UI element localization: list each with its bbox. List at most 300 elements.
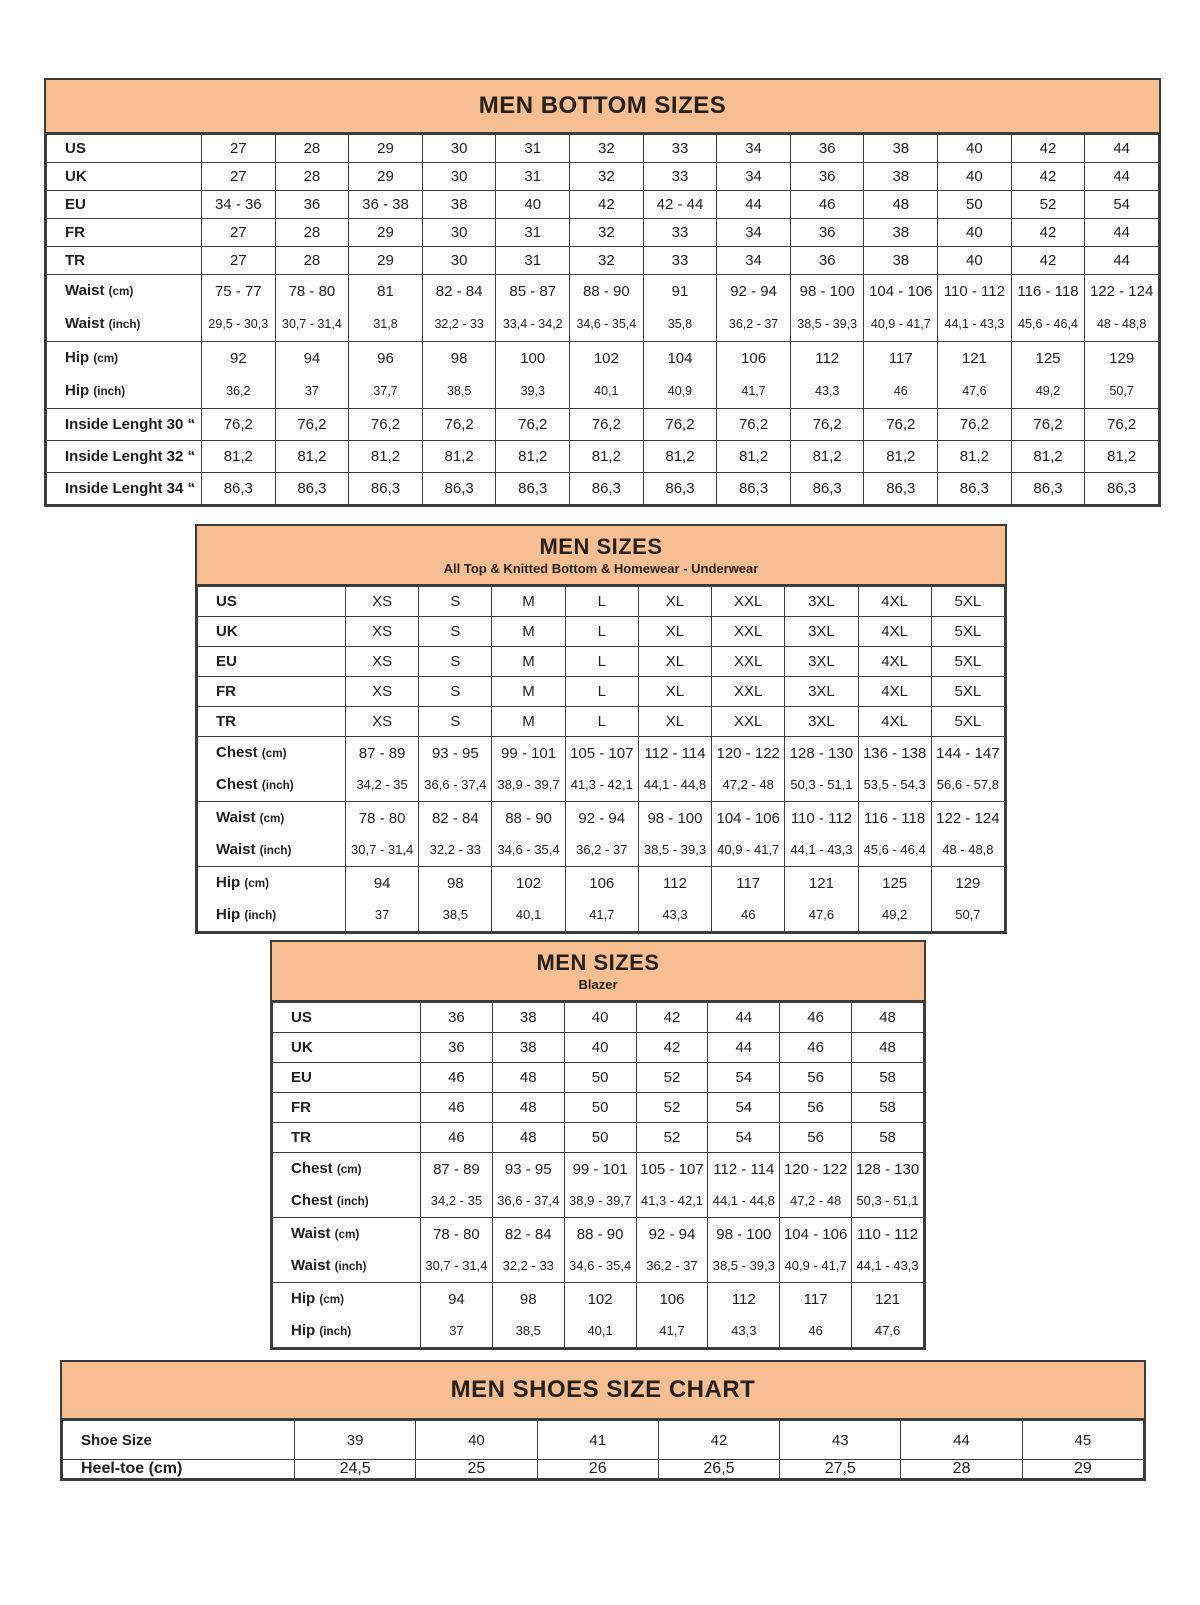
table-cell: 121 47,6 xyxy=(938,342,1012,409)
table-cell: 112 43,3 xyxy=(790,342,864,409)
table-cell: 27 xyxy=(202,135,276,163)
row-label: Hip (cm) Hip (inch) xyxy=(47,342,202,409)
table-cell: 3XL xyxy=(785,677,858,707)
table-cell: 76,2 xyxy=(938,409,1012,441)
table-cell: XS xyxy=(346,647,419,677)
table-cell: 50 xyxy=(564,1093,636,1123)
table-cell: 112 43,3 xyxy=(638,867,711,932)
table-cell: 44 xyxy=(708,1033,780,1063)
table-cell: 99 - 101 38,9 - 39,7 xyxy=(564,1153,636,1218)
table-cell: 81,2 xyxy=(275,441,349,473)
table-cell: M xyxy=(492,647,565,677)
table-cell: 27 xyxy=(202,219,276,247)
table-cell: 38 xyxy=(864,135,938,163)
table-cell: 116 - 118 45,6 - 46,4 xyxy=(1011,275,1085,342)
table-cell: 54 xyxy=(708,1123,780,1153)
table-cell: 44 xyxy=(901,1421,1022,1460)
table-row xyxy=(198,867,1005,932)
table-cell: 92 - 94 36,2 - 37 xyxy=(636,1218,708,1283)
table-cell: 106 41,7 xyxy=(565,867,638,932)
table-cell: 78 - 80 30,7 - 31,4 xyxy=(421,1218,493,1283)
table-cell: 104 - 106 40,9 - 41,7 xyxy=(712,802,785,867)
table-cell: 45 xyxy=(1022,1421,1143,1460)
table-cell: 76,2 xyxy=(496,409,570,441)
table-cell: 86,3 xyxy=(717,473,791,505)
table-cell: 36 xyxy=(790,163,864,191)
table-cell: 38 xyxy=(422,191,496,219)
table-row xyxy=(47,191,1159,219)
table-cell: 46 xyxy=(780,1033,852,1063)
table-cell: 52 xyxy=(636,1063,708,1093)
table-row xyxy=(273,1093,924,1123)
table-cell: 28 xyxy=(275,247,349,275)
table-cell: S xyxy=(419,677,492,707)
table-cell: 29 xyxy=(349,135,423,163)
table-cell: 102 40,1 xyxy=(564,1283,636,1348)
size-grid xyxy=(197,586,1005,932)
row-label: Inside Lenght 30 “ xyxy=(47,409,202,441)
table-cell: 42 xyxy=(570,191,644,219)
table-cell: 30 xyxy=(422,247,496,275)
table-row xyxy=(63,1421,1144,1460)
table-cell: 104 - 106 40,9 - 41,7 xyxy=(864,275,938,342)
table-cell: 30 xyxy=(422,135,496,163)
table-cell: 31 xyxy=(496,135,570,163)
table-cell: 5XL xyxy=(931,677,1004,707)
table-cell: 92 36,2 xyxy=(202,342,276,409)
table-cell: 30 xyxy=(422,163,496,191)
table-cell: 48 xyxy=(492,1063,564,1093)
table-cell: 38 xyxy=(864,247,938,275)
table-row xyxy=(273,1003,924,1033)
table-cell: 106 41,7 xyxy=(636,1283,708,1348)
table-cell: 36 xyxy=(421,1003,493,1033)
row-label: UK xyxy=(273,1033,421,1063)
table-cell: 99 - 101 38,9 - 39,7 xyxy=(492,737,565,802)
table-cell: 36 xyxy=(421,1033,493,1063)
table-row xyxy=(47,441,1159,473)
men-sizes-tops-table xyxy=(195,524,1007,934)
table-cell: 136 - 138 53,5 - 54,3 xyxy=(858,737,931,802)
row-label: UK xyxy=(198,617,346,647)
table-cell: 82 - 84 32,2 - 33 xyxy=(422,275,496,342)
table-cell: 39 xyxy=(295,1421,416,1460)
table-cell: 32 xyxy=(570,247,644,275)
table-cell: XS xyxy=(346,707,419,737)
table-cell: 125 49,2 xyxy=(1011,342,1085,409)
row-label: TR xyxy=(198,707,346,737)
table-cell: 4XL xyxy=(858,707,931,737)
row-label: Shoe Size xyxy=(63,1421,295,1460)
table-cell: 96 37,7 xyxy=(349,342,423,409)
table-cell: 44 xyxy=(1085,135,1159,163)
table-cell: 98 - 100 38,5 - 39,3 xyxy=(638,802,711,867)
table-cell: 48 xyxy=(492,1093,564,1123)
table-cell: 75 - 77 29,5 - 30,3 xyxy=(202,275,276,342)
table-cell: 98 38,5 xyxy=(422,342,496,409)
row-label: EU xyxy=(273,1063,421,1093)
table-cell: L xyxy=(565,617,638,647)
table-cell: 52 xyxy=(636,1093,708,1123)
table-cell: L xyxy=(565,707,638,737)
row-label: FR xyxy=(273,1093,421,1123)
table-cell: S xyxy=(419,707,492,737)
table-cell: 34 xyxy=(717,247,791,275)
table-cell: 88 - 90 34,6 - 35,4 xyxy=(570,275,644,342)
size-grid xyxy=(272,1002,924,1348)
table-row xyxy=(198,617,1005,647)
table-cell: 36 xyxy=(790,219,864,247)
table-cell: 36 xyxy=(790,135,864,163)
table-cell: XL xyxy=(638,677,711,707)
row-label: Chest (cm) Chest (inch) xyxy=(273,1153,421,1218)
table-cell: 28 xyxy=(275,219,349,247)
row-label: TR xyxy=(273,1123,421,1153)
table-cell: XL xyxy=(638,647,711,677)
table-cell: 46 xyxy=(421,1123,493,1153)
table-cell: 129 50,7 xyxy=(1085,342,1159,409)
table-cell: L xyxy=(565,677,638,707)
table-row xyxy=(273,1063,924,1093)
table-cell: 4XL xyxy=(858,677,931,707)
table-row xyxy=(273,1218,924,1283)
table-cell: 28 xyxy=(275,135,349,163)
table-cell: XL xyxy=(638,707,711,737)
table-cell: 44 xyxy=(717,191,791,219)
table-cell: 31 xyxy=(496,163,570,191)
table-cell: 76,2 xyxy=(1085,409,1159,441)
table-cell: 86,3 xyxy=(938,473,1012,505)
table-cell: 76,2 xyxy=(717,409,791,441)
table-cell: 42 xyxy=(1011,247,1085,275)
table-cell: XXL xyxy=(712,647,785,677)
table-cell: 91 35,8 xyxy=(643,275,717,342)
table-cell: 117 46 xyxy=(864,342,938,409)
men-bottom-sizes-table xyxy=(44,78,1161,507)
table-cell: 120 - 122 47,2 - 48 xyxy=(780,1153,852,1218)
table-cell: 86,3 xyxy=(422,473,496,505)
table-cell: 26,5 xyxy=(658,1460,779,1479)
table-cell: 82 - 84 32,2 - 33 xyxy=(492,1218,564,1283)
table-cell: 3XL xyxy=(785,587,858,617)
table-cell: 93 - 95 36,6 - 37,4 xyxy=(492,1153,564,1218)
table-cell: 29 xyxy=(349,163,423,191)
table-header-band xyxy=(197,526,1005,586)
table-cell: 4XL xyxy=(858,587,931,617)
table-cell: 25 xyxy=(416,1460,537,1479)
table-cell: XXL xyxy=(712,617,785,647)
table-cell: 87 - 89 34,2 - 35 xyxy=(421,1153,493,1218)
table-cell: 81,2 xyxy=(1011,441,1085,473)
table-cell: 81,2 xyxy=(202,441,276,473)
table-cell: 48 xyxy=(492,1123,564,1153)
table-cell: 86,3 xyxy=(1011,473,1085,505)
table-cell: 58 xyxy=(852,1063,924,1093)
table-cell: M xyxy=(492,707,565,737)
row-label: FR xyxy=(47,219,202,247)
table-cell: 105 - 107 41,3 - 42,1 xyxy=(565,737,638,802)
table-cell: 5XL xyxy=(931,587,1004,617)
table-cell: 40 xyxy=(938,163,1012,191)
row-label: Inside Lenght 32 “ xyxy=(47,441,202,473)
table-row xyxy=(47,409,1159,441)
table-cell: S xyxy=(419,647,492,677)
table-cell: 3XL xyxy=(785,707,858,737)
row-label: Inside Lenght 34 “ xyxy=(47,473,202,505)
table-cell: 33 xyxy=(643,247,717,275)
table-cell: 110 - 112 44,1 - 43,3 xyxy=(852,1218,924,1283)
table-cell: 40 xyxy=(564,1033,636,1063)
table-cell: 86,3 xyxy=(496,473,570,505)
table-cell: 94 37 xyxy=(346,867,419,932)
table-cell: 117 46 xyxy=(780,1283,852,1348)
table-cell: 86,3 xyxy=(1085,473,1159,505)
table-cell: 40 xyxy=(416,1421,537,1460)
table-cell: 76,2 xyxy=(349,409,423,441)
table-cell: 125 49,2 xyxy=(858,867,931,932)
table-cell: 92 - 94 36,2 - 37 xyxy=(565,802,638,867)
table-title: MEN BOTTOM SIZES xyxy=(478,92,727,119)
table-cell: 81,2 xyxy=(570,441,644,473)
table-cell: 76,2 xyxy=(202,409,276,441)
table-cell: 76,2 xyxy=(275,409,349,441)
table-cell: M xyxy=(492,677,565,707)
table-cell: 54 xyxy=(708,1063,780,1093)
table-cell: 33 xyxy=(643,163,717,191)
table-cell: 44 xyxy=(1085,247,1159,275)
row-label: Heel-toe (cm) xyxy=(63,1460,295,1479)
row-label: US xyxy=(198,587,346,617)
table-cell: XL xyxy=(638,617,711,647)
table-cell: 94 37 xyxy=(275,342,349,409)
row-label: Waist (cm) Waist (inch) xyxy=(47,275,202,342)
table-cell: 76,2 xyxy=(570,409,644,441)
table-cell: 38 xyxy=(864,219,938,247)
table-row xyxy=(47,247,1159,275)
row-label: EU xyxy=(47,191,202,219)
table-cell: 4XL xyxy=(858,647,931,677)
table-cell: 48 xyxy=(864,191,938,219)
table-cell: 122 - 124 48 - 48,8 xyxy=(1085,275,1159,342)
table-cell: 128 - 130 50,3 - 51,1 xyxy=(785,737,858,802)
table-row xyxy=(47,135,1159,163)
table-cell: 42 xyxy=(1011,163,1085,191)
table-cell: 112 - 114 44,1 - 44,8 xyxy=(638,737,711,802)
table-cell: 81,2 xyxy=(1085,441,1159,473)
row-label: US xyxy=(273,1003,421,1033)
table-cell: 121 47,6 xyxy=(852,1283,924,1348)
table-cell: 81,2 xyxy=(864,441,938,473)
table-cell: 81,2 xyxy=(496,441,570,473)
table-cell: 94 37 xyxy=(421,1283,493,1348)
table-cell: 4XL xyxy=(858,617,931,647)
table-cell: 54 xyxy=(708,1093,780,1123)
table-cell: 36 xyxy=(790,247,864,275)
table-cell: 98 - 100 38,5 - 39,3 xyxy=(790,275,864,342)
table-cell: 105 - 107 41,3 - 42,1 xyxy=(636,1153,708,1218)
table-cell: 129 50,7 xyxy=(931,867,1004,932)
table-cell: 32 xyxy=(570,135,644,163)
table-cell: XXL xyxy=(712,677,785,707)
table-cell: 100 39,3 xyxy=(496,342,570,409)
table-row xyxy=(273,1283,924,1348)
table-header-band xyxy=(272,942,924,1002)
table-row xyxy=(198,737,1005,802)
table-cell: 112 - 114 44,1 - 44,8 xyxy=(708,1153,780,1218)
table-cell: 29 xyxy=(1022,1460,1143,1479)
table-cell: 26 xyxy=(537,1460,658,1479)
table-cell: 32 xyxy=(570,219,644,247)
table-cell: 76,2 xyxy=(1011,409,1085,441)
table-cell: 56 xyxy=(780,1063,852,1093)
table-cell: 87 - 89 34,2 - 35 xyxy=(346,737,419,802)
table-row xyxy=(273,1123,924,1153)
table-cell: 42 xyxy=(636,1033,708,1063)
table-cell: 56 xyxy=(780,1123,852,1153)
table-cell: 40 xyxy=(938,219,1012,247)
table-cell: XL xyxy=(638,587,711,617)
table-cell: 56 xyxy=(780,1093,852,1123)
table-row xyxy=(63,1460,1144,1479)
table-cell: 116 - 118 45,6 - 46,4 xyxy=(858,802,931,867)
table-cell: 32 xyxy=(570,163,644,191)
table-cell: 34 - 36 xyxy=(202,191,276,219)
size-grid xyxy=(46,134,1159,505)
table-cell: 24,5 xyxy=(295,1460,416,1479)
table-cell: 122 - 124 48 - 48,8 xyxy=(931,802,1004,867)
table-cell: 52 xyxy=(1011,191,1085,219)
row-label: UK xyxy=(47,163,202,191)
table-cell: 46 xyxy=(421,1063,493,1093)
table-cell: 81,2 xyxy=(422,441,496,473)
table-cell: 106 41,7 xyxy=(717,342,791,409)
table-cell: 117 46 xyxy=(712,867,785,932)
table-row xyxy=(198,707,1005,737)
table-cell: 86,3 xyxy=(275,473,349,505)
table-cell: 42 xyxy=(1011,135,1085,163)
table-cell: 52 xyxy=(636,1123,708,1153)
table-cell: 54 xyxy=(1085,191,1159,219)
table-cell: 44 xyxy=(708,1003,780,1033)
table-row xyxy=(47,342,1159,409)
men-sizes-blazer-table xyxy=(270,940,926,1350)
table-cell: 102 40,1 xyxy=(570,342,644,409)
table-cell: M xyxy=(492,617,565,647)
table-cell: 5XL xyxy=(931,617,1004,647)
table-subtitle: Blazer xyxy=(578,977,618,992)
table-cell: 46 xyxy=(780,1003,852,1033)
table-cell: 40 xyxy=(938,135,1012,163)
table-row xyxy=(198,677,1005,707)
table-cell: M xyxy=(492,587,565,617)
row-label: TR xyxy=(47,247,202,275)
table-header-band xyxy=(62,1362,1144,1420)
table-cell: 81,2 xyxy=(938,441,1012,473)
table-row xyxy=(273,1153,924,1218)
table-cell: 31 xyxy=(496,247,570,275)
table-cell: 44 xyxy=(1085,163,1159,191)
table-title: MEN SIZES xyxy=(539,534,663,559)
table-cell: 28 xyxy=(901,1460,1022,1479)
table-cell: 3XL xyxy=(785,617,858,647)
row-label: EU xyxy=(198,647,346,677)
table-cell: 27,5 xyxy=(780,1460,901,1479)
table-cell: 46 xyxy=(790,191,864,219)
table-cell: 104 - 106 40,9 - 41,7 xyxy=(780,1218,852,1283)
table-cell: 81,2 xyxy=(717,441,791,473)
row-label: Hip (cm) Hip (inch) xyxy=(198,867,346,932)
table-cell: 50 xyxy=(938,191,1012,219)
table-cell: 38 xyxy=(492,1003,564,1033)
table-cell: 50 xyxy=(564,1123,636,1153)
table-cell: 30 xyxy=(422,219,496,247)
table-cell: 93 - 95 36,6 - 37,4 xyxy=(419,737,492,802)
table-cell: 86,3 xyxy=(202,473,276,505)
table-cell: 46 xyxy=(421,1093,493,1123)
table-cell: 81,2 xyxy=(349,441,423,473)
row-label: US xyxy=(47,135,202,163)
table-cell: 112 43,3 xyxy=(708,1283,780,1348)
table-cell: 58 xyxy=(852,1093,924,1123)
table-row xyxy=(198,647,1005,677)
table-cell: 78 - 80 30,7 - 31,4 xyxy=(275,275,349,342)
table-cell: 98 - 100 38,5 - 39,3 xyxy=(708,1218,780,1283)
table-cell: 29 xyxy=(349,247,423,275)
table-cell: 5XL xyxy=(931,707,1004,737)
row-label: Waist (cm) Waist (inch) xyxy=(198,802,346,867)
table-cell: 34 xyxy=(717,163,791,191)
table-cell: 82 - 84 32,2 - 33 xyxy=(419,802,492,867)
table-cell: 33 xyxy=(643,219,717,247)
table-cell: XS xyxy=(346,677,419,707)
table-cell: 34 xyxy=(717,219,791,247)
table-cell: 86,3 xyxy=(790,473,864,505)
table-cell: 121 47,6 xyxy=(785,867,858,932)
table-cell: XXL xyxy=(712,707,785,737)
table-title: MEN SHOES SIZE CHART xyxy=(450,1376,756,1403)
table-cell: 88 - 90 34,6 - 35,4 xyxy=(564,1218,636,1283)
table-cell: 33 xyxy=(643,135,717,163)
table-row xyxy=(273,1033,924,1063)
table-cell: 76,2 xyxy=(864,409,938,441)
table-cell: 81,2 xyxy=(790,441,864,473)
table-cell: 42 - 44 xyxy=(643,191,717,219)
table-cell: 43 xyxy=(780,1421,901,1460)
row-label: Waist (cm) Waist (inch) xyxy=(273,1218,421,1283)
table-cell: 104 40,9 xyxy=(643,342,717,409)
table-cell: 5XL xyxy=(931,647,1004,677)
table-cell: 31 xyxy=(496,219,570,247)
table-cell: 48 xyxy=(852,1033,924,1063)
row-label: Hip (cm) Hip (inch) xyxy=(273,1283,421,1348)
table-cell: 40 xyxy=(496,191,570,219)
table-cell: S xyxy=(419,617,492,647)
table-cell: 48 xyxy=(852,1003,924,1033)
table-cell: 98 38,5 xyxy=(419,867,492,932)
table-cell: 44 xyxy=(1085,219,1159,247)
table-cell: 50 xyxy=(564,1063,636,1093)
table-title: MEN SIZES xyxy=(536,950,660,975)
table-cell: 120 - 122 47,2 - 48 xyxy=(712,737,785,802)
table-cell: 110 - 112 44,1 - 43,3 xyxy=(938,275,1012,342)
table-cell: 86,3 xyxy=(570,473,644,505)
table-cell: 27 xyxy=(202,247,276,275)
table-cell: 81 31,8 xyxy=(349,275,423,342)
table-cell: L xyxy=(565,587,638,617)
table-subtitle: All Top & Knitted Bottom & Homewear - Underwear xyxy=(443,561,759,576)
table-cell: S xyxy=(419,587,492,617)
table-cell: 110 - 112 44,1 - 43,3 xyxy=(785,802,858,867)
